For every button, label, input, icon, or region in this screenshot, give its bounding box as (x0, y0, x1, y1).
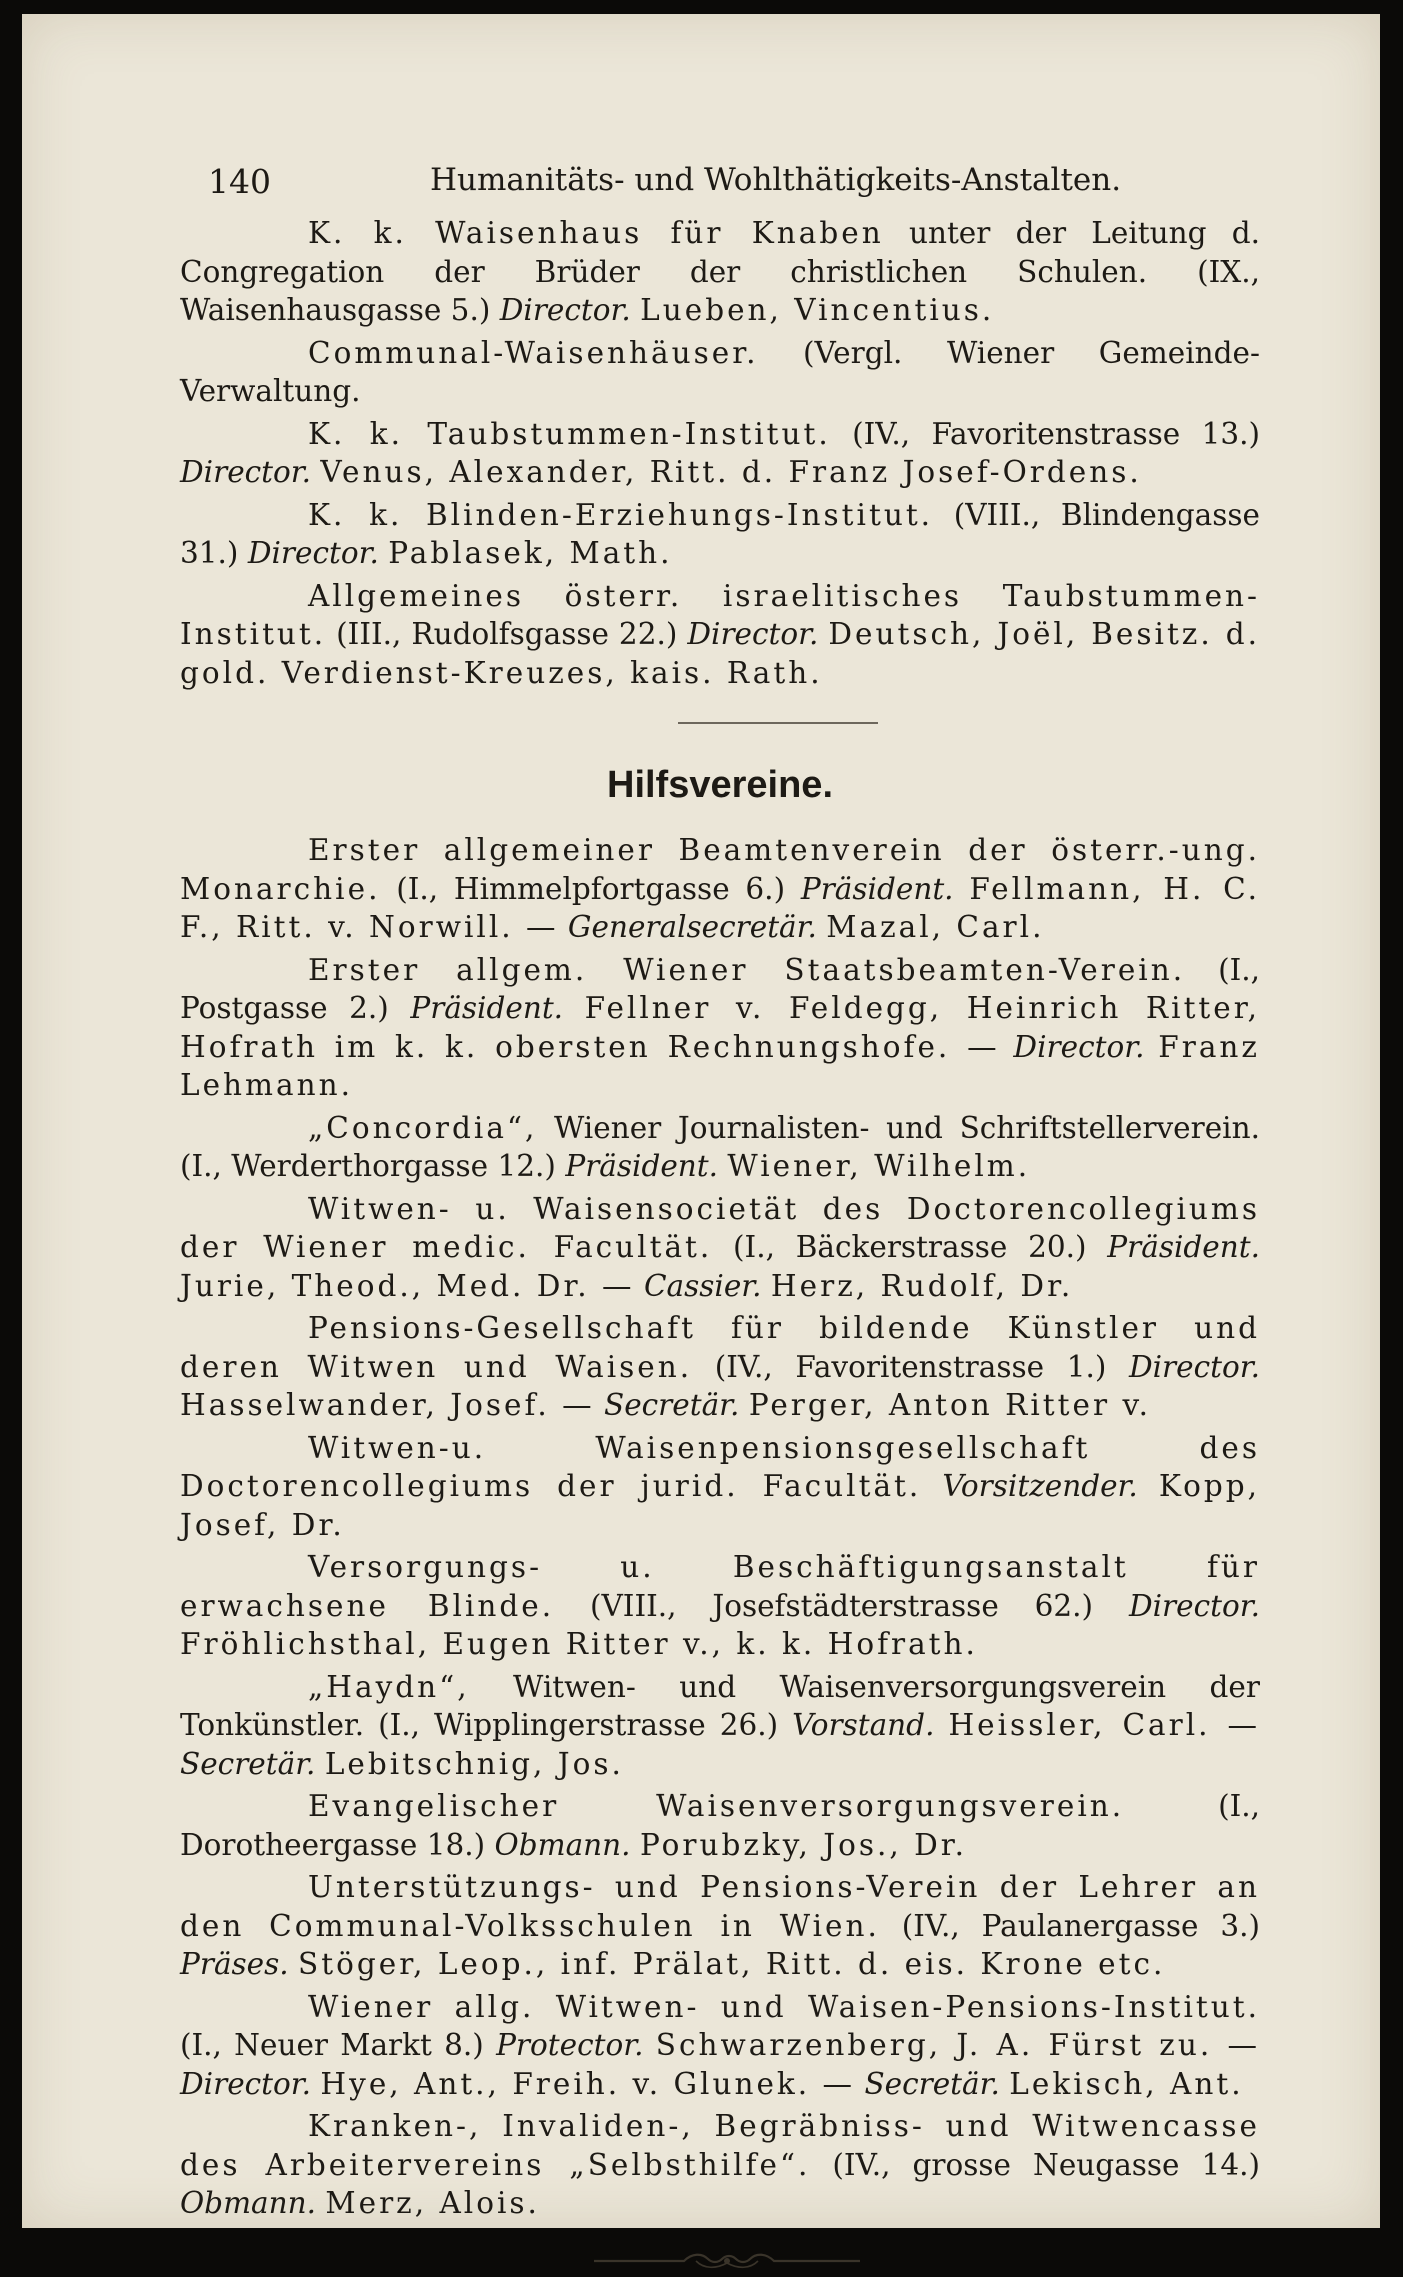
person-name: Pablasek, Math. (388, 536, 673, 570)
person-name: Schwarzenberg, J. A. Fürst zu. — (655, 2028, 1260, 2062)
institution-name: Erster allgem. Wiener Staatsbeamten-Verein. (308, 952, 1186, 987)
institution-name: Allgemeines österr. israelitisches Taubstummen-Institut. (180, 578, 1260, 651)
institution-details: Witwen- und Waisenversorgungsverein der Tonkünstler. (I., Wipplingerstrasse 26.) (180, 1669, 1260, 1742)
role-label: Präsident. (565, 1149, 719, 1183)
institution-details: Wiener Journalisten- und Schriftstellerverein. (I., Werderthorgasse 12.) (180, 1110, 1260, 1183)
role-label: Director. (247, 536, 379, 570)
person-name: Lebitschnig, Jos. (324, 1746, 624, 1781)
role-label: Präsident. (800, 871, 954, 906)
institution-name: Witwen-u. Waisenpensionsgesellschaft des Doctorencollegiums der jurid. Facultät. (180, 1430, 1260, 1503)
list-item (180, 1548, 1280, 1664)
entries-section (180, 831, 1280, 2223)
person-name: Franz Lehmann. (180, 1029, 1260, 1102)
role-label: Vorstand. (792, 1708, 935, 1742)
list-item (180, 1109, 1280, 1186)
role-label: Obmann. (494, 1827, 631, 1862)
person-name: Fellmann, H. C. F., Ritt. v. Norwill. — (180, 871, 1260, 944)
page-number: 140 (208, 162, 271, 201)
institution-details: (Vergl. Wiener Gemeinde-Verwaltung. (180, 335, 1260, 408)
role-label: Präses. (180, 1947, 289, 1981)
list-item (180, 415, 1280, 492)
person-name: Perger, Anton Ritter v. (748, 1388, 1151, 1422)
list-item (180, 2107, 1280, 2223)
role-label: Präsident. (410, 991, 564, 1025)
institution-name: K. k. Waisenhaus für Knaben (308, 216, 884, 250)
list-item (180, 1190, 1280, 1306)
list-item (180, 1309, 1280, 1425)
list-item (180, 1787, 1280, 1864)
person-name: Porubzky, Jos., Dr. (639, 1827, 968, 1862)
list-item (180, 1988, 1280, 2104)
person-name: Fellner v. Feldegg, Heinrich Ritter, Hofrath im k. k. obersten Rechnungshofe. — (180, 991, 1260, 1064)
book-page (22, 14, 1380, 2228)
institution-name: „Concordia“, (308, 1110, 538, 1145)
person-name: Mazal, Carl. (826, 910, 1045, 944)
institution-details: (IV., Favoritenstrasse 13.) (852, 416, 1260, 451)
person-name: Venus, Alexander, Ritt. d. Franz Josef-Ordens. (320, 455, 1142, 489)
end-ornament (592, 2249, 862, 2273)
section-title: Hilfsvereine. (607, 764, 833, 806)
person-name: Stöger, Leop., inf. Prälat, Ritt. d. eis. Krone etc. (298, 1947, 1166, 1981)
institution-name: Unterstützungs- und Pensions-Verein der Lehrer an den Communal-Volksschulen in Wien. (180, 1870, 1260, 1943)
role-label: Präsident. (1107, 1230, 1260, 1264)
running-head (180, 162, 1280, 214)
role-label: Director. (180, 2066, 312, 2101)
role-label: Protector. (496, 2028, 644, 2062)
institution-name: Versorgungs- u. Beschäftigungsanstalt für erwachsene Blinde. (180, 1550, 1260, 1623)
list-item (180, 1429, 1280, 1545)
role-label: Director. (1013, 1029, 1145, 1064)
institution-details: (III., Rudolfsgasse 22.) (336, 617, 678, 651)
role-label: Director. (1128, 1588, 1260, 1623)
institution-details: (IV., Favoritenstrasse 1.) (714, 1349, 1107, 1384)
role-label: Director. (687, 617, 819, 651)
institution-name: Communal-Waisenhäuser. (308, 335, 759, 370)
role-label: Secretär. (603, 1388, 740, 1422)
institution-details: (VIII., Blindengasse 31.) (180, 497, 1260, 570)
role-label: Director. (180, 455, 312, 489)
person-name: Heissler, Carl. — (948, 1708, 1260, 1742)
role-label: Secretär. (864, 2066, 1000, 2101)
role-label: Generalsecretär. (567, 910, 817, 944)
list-item (180, 1868, 1280, 1984)
institution-details: (I., Bäckerstrasse 20.) (733, 1230, 1087, 1264)
entries-top (180, 214, 1280, 692)
institution-details: unter der Leitung d. Congregation der Brüder der christlichen Schulen. (IX., Waisenhausgasse 5.) (180, 216, 1260, 327)
role-label: Vorsitzender. (942, 1469, 1138, 1503)
role-label: Secretär. (180, 1746, 316, 1781)
list-item (180, 334, 1280, 411)
role-label: Director. (1128, 1349, 1260, 1384)
person-name: Lekisch, Ant. (1009, 2066, 1244, 2101)
institution-details: (VIII., Josefstädterstrasse 62.) (589, 1588, 1094, 1623)
person-name: Herz, Rudolf, Dr. (770, 1268, 1074, 1303)
person-name: Wiener, Wilhelm. (727, 1149, 1031, 1183)
institution-name: Pensions-Gesellschaft für bildende Künstler und deren Witwen und Waisen. (180, 1311, 1260, 1384)
person-name: Lueben, Vincentius. (640, 293, 995, 327)
institution-details: (I., Neuer Markt 8.) (180, 2028, 484, 2062)
list-item (180, 1668, 1280, 1784)
role-label: Obmann. (180, 2186, 317, 2220)
institution-name: Witwen- u. Waisensocietät des Doctorencollegiums der Wiener medic. Facultät. (180, 1191, 1260, 1264)
person-name: Hasselwander, Josef. — (180, 1388, 595, 1422)
role-label: Director. (499, 293, 631, 327)
list-item (180, 214, 1280, 330)
role-label: Cassier. (643, 1268, 762, 1303)
institution-name: K. k. Blinden-Erziehungs-Institut. (308, 497, 934, 532)
institution-name: K. k. Taubstummen-Institut. (308, 416, 831, 451)
institution-details: (IV., Paulanergasse 3.) (901, 1908, 1260, 1943)
person-name: Deutsch, Joël, Besitz. d. gold. Verdienst-Kreuzes, kais. Rath. (180, 617, 1260, 690)
list-item (180, 831, 1280, 947)
running-title: Humanitäts- und Wohlthätigkeits-Anstalten. (430, 162, 1122, 198)
section-divider (678, 722, 878, 724)
institution-name: „Haydn“, (308, 1669, 470, 1704)
list-item (180, 577, 1280, 693)
institution-details: (I., Himmelpfortgasse 6.) (396, 871, 786, 906)
institution-details: (IV., grosse Neugasse 14.) (832, 2147, 1260, 2182)
institution-name: Evangelischer Waisenversorgungsverein. (308, 1789, 1125, 1823)
person-name: Hye, Ant., Freih. v. Glunek. — (320, 2066, 856, 2101)
person-name: Fröhlichsthal, Eugen Ritter v., k. k. Hofrath. (180, 1627, 978, 1661)
institution-name: Wiener allg. Witwen- und Waisen-Pensions-Institut. (308, 1989, 1260, 2024)
institution-name: Kranken-, Invaliden-, Begräbniss- und Witwencasse des Arbeitervereins „Selbsthilfe“. (180, 2109, 1260, 2182)
person-name: Jurie, Theod., Med. Dr. — (180, 1268, 635, 1303)
person-name: Kopp, Josef, Dr. (180, 1469, 1260, 1542)
institution-details: (I., Dorotheergasse 18.) (180, 1789, 1260, 1862)
institution-name: Erster allgemeiner Beamtenverein der österr.-ung. Monarchie. (180, 833, 1260, 906)
list-item (180, 496, 1280, 573)
institution-details: (I., Postgasse 2.) (180, 952, 1260, 1025)
list-item (180, 951, 1280, 1105)
person-name: Merz, Alois. (325, 2186, 540, 2220)
page-content (180, 162, 1280, 2277)
